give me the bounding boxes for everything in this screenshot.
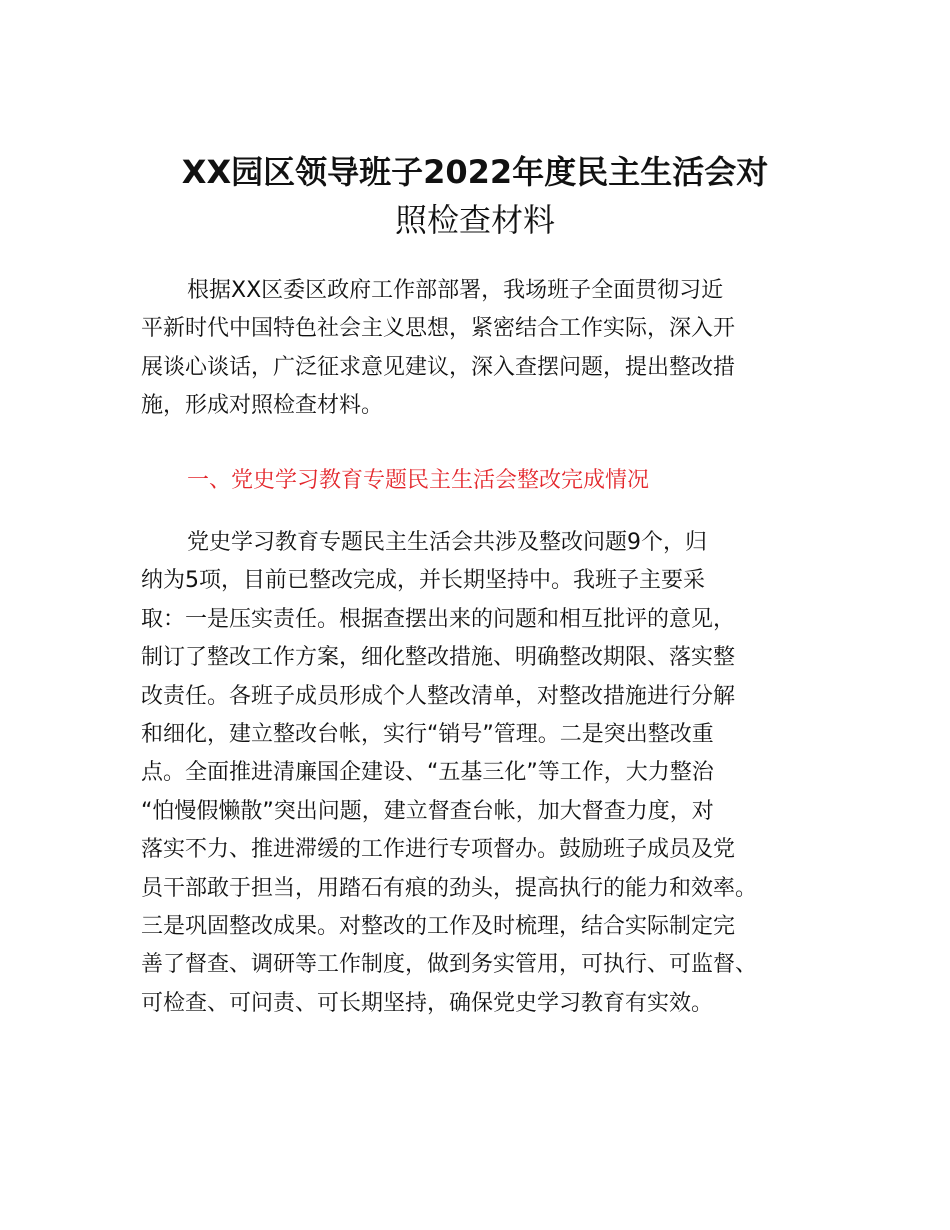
intro-paragraph xyxy=(141,272,841,426)
paragraph-line: 落实不力、推进滞缓的工作进行专项督办。鼓励班子成员及党 xyxy=(141,837,736,863)
section-1-heading xyxy=(141,462,841,500)
paragraph-line: 制订了整改工作方案，细化整改措施、明确整改期限、落实整 xyxy=(141,645,736,671)
paragraph-line: 平新时代中国特色社会主义思想，紧密结合工作实际，深入开 xyxy=(141,316,736,342)
paragraph-line: 员干部敢于担当，用踏石有痕的劲头，提高执行的能力和效率。 xyxy=(141,875,758,901)
section-1-paragraph xyxy=(141,524,841,1023)
section-heading: 一、党史学习教育专题民主生活会整改完成情况 xyxy=(187,468,650,493)
paragraph-line: 和细化，建立整改台帐，实行“销号”管理。二是突出整改重 xyxy=(141,722,714,748)
paragraph-line: 改责任。各班子成员形成个人整改清单，对整改措施进行分解 xyxy=(141,683,736,709)
paragraph-line: 纳为5项，目前已整改完成，并长期坚持中。我班子主要采 xyxy=(141,568,705,594)
paragraph-line: 展谈心谈话，广泛征求意见建议，深入查摆问题，提出整改措 xyxy=(141,354,736,380)
paragraph-line: 点。全面推进清廉国企建设、“五基三化”等工作，大力整治 xyxy=(141,760,714,786)
paragraph-line: 根据XX区委区政府工作部部署，我场班子全面贯彻习近 xyxy=(187,278,724,303)
paragraph-line: 三是巩固整改成果。对整改的工作及时梳理，结合实际制定完 xyxy=(141,914,736,940)
paragraph-line: 党史学习教育专题民主生活会共涉及整改问题9个，归 xyxy=(187,530,707,555)
paragraph-line: 善了督查、调研等工作制度，做到务实管用，可执行、可监督、 xyxy=(141,952,758,978)
paragraph-line: 施，形成对照检查材料。 xyxy=(141,393,384,419)
title-line-2: 照检查材料 xyxy=(394,201,555,239)
paragraph-line: 取：一是压实责任。根据查摆出来的问题和相互批评的意见， xyxy=(141,606,736,632)
title-line-1: XX园区领导班子2022年度民主生活会对 xyxy=(181,153,769,191)
paragraph-line: “怕慢假懒散”突出问题，建立督查台帐，加大督查力度，对 xyxy=(141,798,714,824)
paragraph-line: 可检查、可问责、可长期坚持，确保党史学习教育有实效。 xyxy=(141,990,714,1016)
document-title xyxy=(100,148,850,244)
